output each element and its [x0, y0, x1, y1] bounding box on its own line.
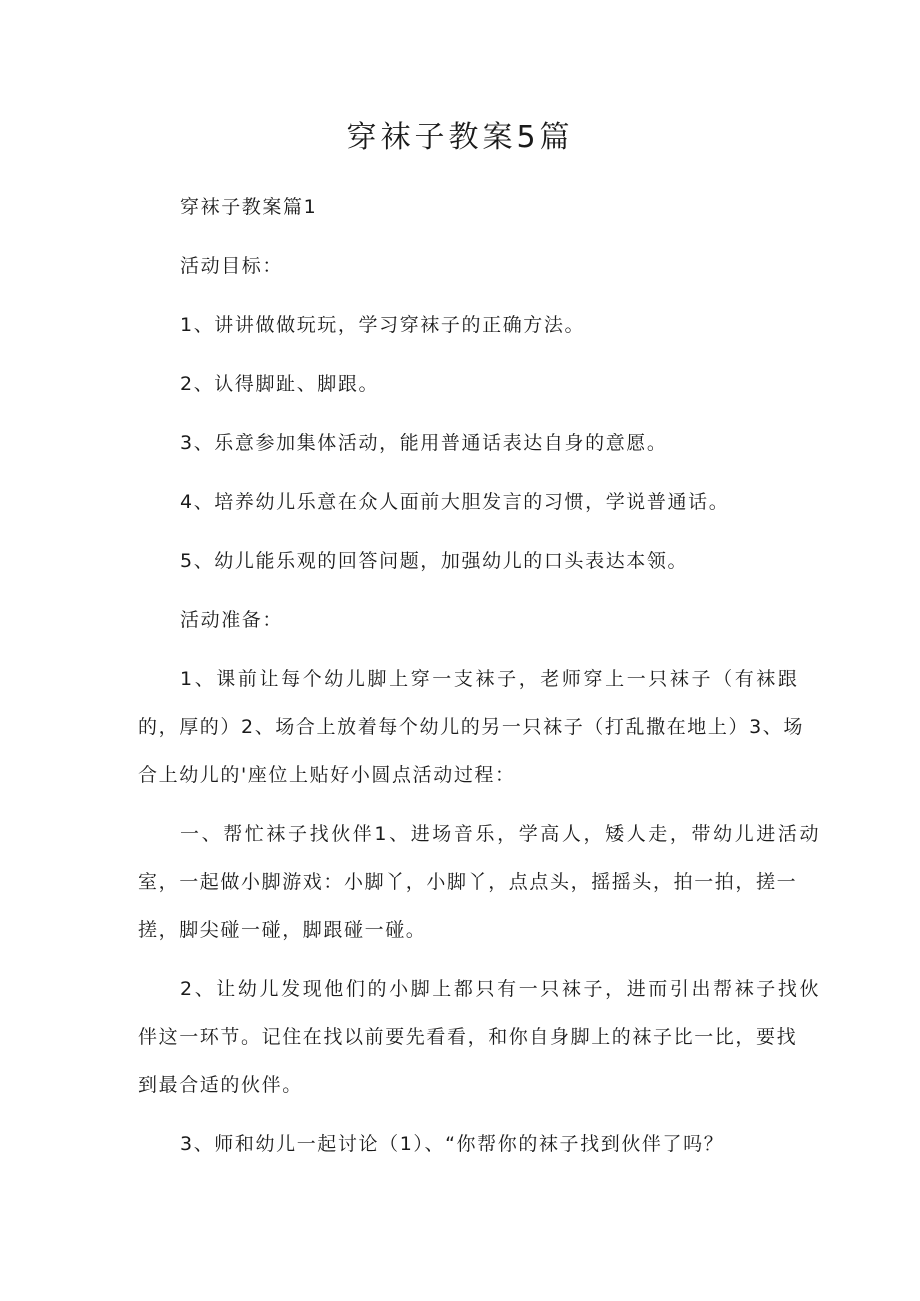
step2-line: 2、让幼儿发现他们的小脚上都只有一只袜子，进而引出帮袜子找伙: [180, 978, 822, 1000]
step1-line: 一、帮忙袜子找伙伴1、进场音乐，学高人，矮人走，带幼儿进活动: [180, 823, 822, 845]
goal-item: 3、乐意参加集体活动，能用普通话表达自身的意愿。: [180, 432, 668, 454]
prep-line: 合上幼儿的'座位上贴好小圆点活动过程：: [138, 764, 516, 786]
goal-item: 2、认得脚趾、脚跟。: [180, 373, 380, 395]
goals-heading: 活动目标：: [180, 255, 284, 277]
step1-line: 室，一起做小脚游戏：小脚丫，小脚丫，点点头，摇摇头，拍一拍，搓一: [138, 871, 798, 893]
step3-line: 3、师和幼儿一起讨论（1）、“你帮你的袜子找到伙伴了吗？: [180, 1133, 725, 1155]
goal-item: 1、讲讲做做玩玩，学习穿袜子的正确方法。: [180, 314, 586, 336]
step2-line: 到最合适的伙伴。: [138, 1074, 303, 1096]
document-title: 穿袜子教案5篇: [346, 120, 574, 155]
goal-item: 5、幼儿能乐观的回答问题，加强幼儿的口头表达本领。: [180, 550, 689, 572]
prep-heading: 活动准备：: [180, 609, 284, 631]
goal-item: 4、培养幼儿乐意在众人面前大胆发言的习惯，学说普通话。: [180, 491, 730, 513]
prep-line: 1、课前让每个幼儿脚上穿一支袜子，老师穿上一只袜子（有袜跟: [180, 668, 800, 690]
step1-line: 搓，脚尖碰一碰，脚跟碰一碰。: [138, 919, 427, 941]
step2-line: 伴这一环节。记住在找以前要先看看，和你自身脚上的袜子比一比，要找: [138, 1026, 798, 1048]
prep-line: 的，厚的）2、场合上放着每个幼儿的另一只袜子（打乱撒在地上）3、场: [138, 716, 804, 738]
section-heading: 穿袜子教案篇1: [180, 196, 318, 218]
